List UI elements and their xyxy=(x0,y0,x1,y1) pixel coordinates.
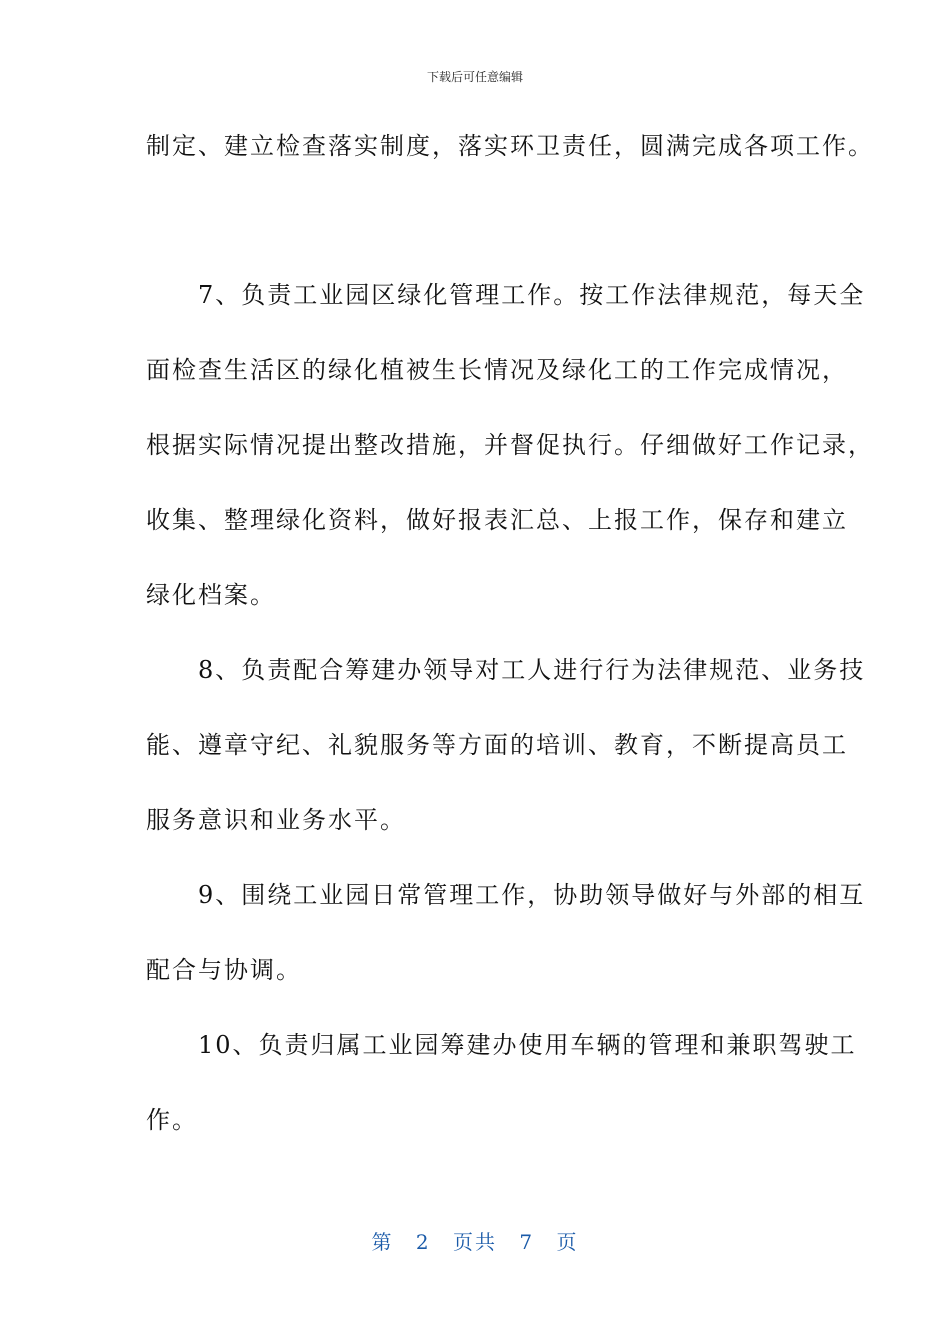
document-body xyxy=(146,120,874,1169)
text-line: 7、负责工业园区绿化管理工作。按工作法律规范，每天全 xyxy=(146,281,866,309)
text-line: 绿化档案。 xyxy=(146,581,276,609)
current-page-number: 2 xyxy=(415,1230,431,1254)
text-line: 能、遵章守纪、礼貌服务等方面的培训、教育，不断提高员工 xyxy=(146,731,848,759)
footer-suffix: 页 xyxy=(556,1230,579,1254)
footer-mid: 页共 xyxy=(453,1230,497,1254)
text-line: 配合与协调。 xyxy=(146,956,302,984)
text-line: 面检查生活区的绿化植被生长情况及绿化工的工作完成情况， xyxy=(146,356,848,384)
text-line: 收集、整理绿化资料，做好报表汇总、上报工作，保存和建立 xyxy=(146,506,848,534)
text-line: 10、负责归属工业园筹建办使用车辆的管理和兼职驾驶工 xyxy=(146,1031,857,1059)
text-line: 制定、建立检查落实制度，落实环卫责任，圆满完成各项工作。 xyxy=(146,132,874,160)
text-line: 8、负责配合筹建办领导对工人进行行为法律规范、业务技 xyxy=(146,656,866,684)
total-page-count: 7 xyxy=(519,1230,535,1254)
text-line: 9、围绕工业园日常管理工作，协助领导做好与外部的相互 xyxy=(146,881,866,909)
text-line: 作。 xyxy=(146,1106,198,1134)
text-line: 根据实际情况提出整改措施，并督促执行。仔细做好工作记录， xyxy=(146,431,874,459)
page-footer xyxy=(0,1226,950,1255)
page-header: 下载后可任意编辑 xyxy=(426,70,523,84)
footer-prefix: 第 xyxy=(371,1230,394,1254)
blank-line xyxy=(146,195,806,269)
text-line: 服务意识和业务水平。 xyxy=(146,806,406,834)
